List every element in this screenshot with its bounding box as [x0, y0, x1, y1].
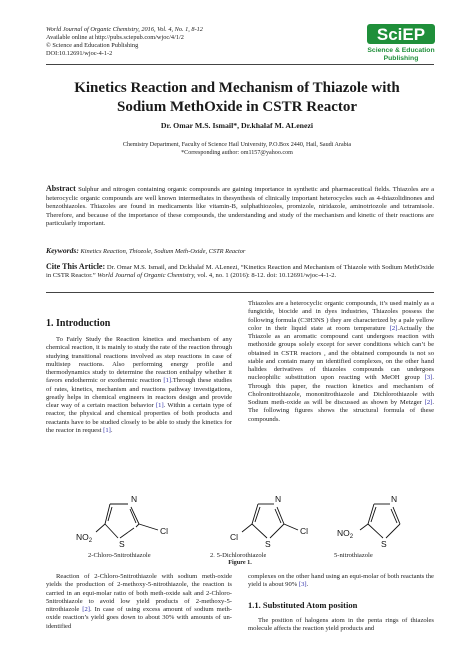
- atom-n-2: N: [275, 494, 282, 504]
- corresponding-author: *Corresponding author: om1157@yahoo.com: [181, 150, 293, 156]
- yield-paragraph: [248, 573, 434, 590]
- citation-link[interactable]: [1]: [155, 402, 164, 409]
- right-text-b: .Actually the Thiazole as an aromatic compound cant undergoes reaction with methoxide groups solely except for sever conditions which can’t be obtained in CSTR reactors , and the obtained compounds is not so stable and contain many un identified complexes, on the other hand halides derivatives of thiazoles compounds can undergoes nucleophilic substitution upon reacting with MeOH group: [248, 324, 434, 382]
- cite-label: Cite This Article:: [46, 262, 106, 271]
- yield-text-b: .: [306, 581, 309, 589]
- keywords-text: Kinetics Reaction, Thiozole, Sodium Meth-Oxide, CSTR Reactor: [80, 248, 246, 255]
- doi-line: DOI:10.12691/wjoc-4-1-2: [46, 50, 113, 58]
- section-heading-introduction: 1. Introduction: [46, 318, 111, 329]
- atom-cl-2a: Cl: [230, 532, 239, 542]
- title-line-2: Sodium MethOxide in CSTR Reactor: [117, 98, 357, 115]
- paper-title: [40, 79, 434, 116]
- reaction-text-b: . In case of using excess amount of sodium meth-oxide reaction’s yield goes down to about 30% with amounts of un-identified: [46, 606, 232, 630]
- cite-tail: vol. 4, no. 1 (2016): 8-12. doi: 10.12691/wjoc-4-1-2.: [197, 272, 337, 280]
- citation-link[interactable]: [2]: [424, 399, 433, 406]
- title-line-1: Kinetics Reaction and Mechanism of Thiazole with: [74, 80, 400, 96]
- right-text-a: Thiazoles are a heterocyclic organic compounds, it’s used mainly as a fungicide, biocide and in dyes industries, Thiazoles possess the following formula (C3H3NS ) they are characterized by a pale yellow color in their liquid state at room temperature: [248, 300, 434, 332]
- header-divider: [46, 64, 434, 65]
- cite-this-article: [46, 263, 434, 281]
- right-text-d: . The following figures shows the structural formula of these compounds.: [248, 399, 434, 423]
- journal-line: World Journal of Organic Chemistry, 2016, Vol. 4, No. 1, 8-12: [46, 26, 203, 33]
- citation-link[interactable]: [3]: [298, 581, 307, 589]
- intro-text-b: .Through these studies of rates, kinetics, mechanism and reactions pathway investigations, greatly helps in chemical engineers in reactors design and provide clear way of a certain reaction behavior: [46, 377, 232, 409]
- logo-subline-2: Publishing: [383, 55, 419, 62]
- journal-header: [46, 26, 203, 58]
- author-list: Dr. Omar M.S. Ismail*, Dr.khalaf M. ALenezi: [160, 121, 314, 130]
- subcaption-1: 2-Chloro-5nitrothiazole: [88, 552, 151, 557]
- subcaption-2: 2, 5-Dichlorothiazole: [210, 552, 267, 557]
- online-line: Available online at http://pubs.sciepub.com/wjoc/4/1/2: [46, 34, 184, 42]
- affiliation: Chemistry Department, Faculty of Science Hail University, P.O.Box 2440, Hail, Saudi Arabia: [122, 142, 352, 148]
- thiazole-paragraph: [248, 300, 434, 424]
- citation-link[interactable]: [2]: [82, 606, 90, 613]
- atom-n-3: N: [391, 494, 398, 504]
- intro-paragraph: [46, 336, 232, 435]
- right-text-c: . Through this paper, the reaction kinetics and mechanism of Cholronitrothiazole, mononitrothiazole and Dichlorothiazole with Sodium meth-oxide as will be discussed as shown by Metzger: [248, 374, 434, 406]
- atom-s-3: S: [381, 539, 387, 549]
- abstract-text: Sulphur and nitrogen containing organic compounds are gaining importance in synthetic and pharmaceutical fields. Thiazoles are a heterocyclic organic compounds are well known intermediates in thesynthesis of clinically important heterocycles such as 4-thiazolidinones and benzothiazoles. Thiazoles are found in medicaments like vitamin-B, sulphathiozoles, promizole, niridazole, aminotriozole and tetramisole. Therefore, and because of the importance of these compounds, the understanding and study of the mechanism and kinetic of their reactions are particularly important.: [46, 186, 434, 227]
- molecule-2-chloro-5-nitrothiazole: [96, 504, 158, 538]
- logo-wordmark: SciEP: [376, 25, 426, 44]
- section-heading-substituted-atom: 1.1. Substituted Atom position: [248, 600, 358, 610]
- molecule-2-5-dichlorothiazole: [242, 504, 298, 538]
- yield-text-a: complexes on the other hand using an equi-molar of both reactants the yield is about 90%: [248, 573, 434, 589]
- logo-subline-1: Science & Education: [367, 47, 435, 54]
- figure-1-structures: [46, 492, 434, 552]
- atom-s-2: S: [265, 539, 271, 549]
- molecule-5-nitrothiazole: [360, 504, 400, 538]
- reaction-paragraph: [46, 573, 232, 631]
- keywords: [46, 246, 434, 255]
- cite-divider: [46, 292, 434, 293]
- intro-text-c: . Within a certain type of reactor, the physical and chemical properties of both products and reactants have to be studied closely to be able to study the kinetics for the reactor in request: [46, 402, 233, 434]
- intro-text-a: To Fairly Study the Reaction kinetics and mechanism of any chemical reaction, it is mainly to study the rate of the reaction through studying transitional reactions involved as step reactions in case of multistep reactions. Also performing energy profile and thermodynamics study to determine the reaction enthalpy whether it favors endothermic or exothermic reaction: [46, 336, 232, 385]
- group-no2-1: $NO_2$: [76, 532, 93, 544]
- publisher-logo: [366, 22, 436, 62]
- cite-text: Dr. Omar M.S. Ismail, and Dr.khalaf M. ALenezi, “Kinetics Reaction and Mechanism of Thiazole with Sodium MethOxide in CSTR Reactor.”: [46, 264, 435, 280]
- cite-journal: World Journal of Organic Chemistry,: [97, 272, 196, 280]
- citation-link[interactable]: [2]: [389, 324, 398, 332]
- citation-link[interactable]: [3]: [424, 374, 433, 382]
- reaction-text-a: Reaction of 2-Chloro-5nitrothiazole with sodium meth-oxide yields the production of 2-methoxy-5-nitrothiazole, the reaction is carried in an equi-molar ratio of both meth-oxide salt and 2-Chloro-5nitrothiazole to avoid low yield products of 2-methoxy-5-nitrothiazole: [46, 573, 232, 613]
- abstract-label: Abstract: [46, 184, 76, 193]
- subcaption-3: 5-nitrothiazole: [334, 552, 373, 557]
- atom-s-1: S: [119, 539, 125, 549]
- copyright-line: © Science and Education Publishing: [46, 42, 139, 50]
- citation-link[interactable]: [1]: [163, 377, 172, 385]
- atom-cl-1: Cl: [160, 526, 169, 536]
- citation-link[interactable]: [1]: [103, 426, 111, 434]
- abstract: [46, 185, 434, 229]
- affiliation-block: [40, 141, 434, 157]
- atom-cl-2b: Cl: [300, 526, 309, 536]
- group-no2-3: $NO_2$: [337, 528, 354, 540]
- keywords-label: Keywords:: [46, 246, 79, 255]
- figure-caption: Figure 1.: [228, 559, 252, 566]
- intro-text-d: .: [110, 426, 113, 434]
- substituted-paragraph: The position of halogens atom in the penta rings of thiazoles molecule affects the reaction yield products and: [248, 617, 434, 633]
- atom-n-1: N: [131, 494, 138, 504]
